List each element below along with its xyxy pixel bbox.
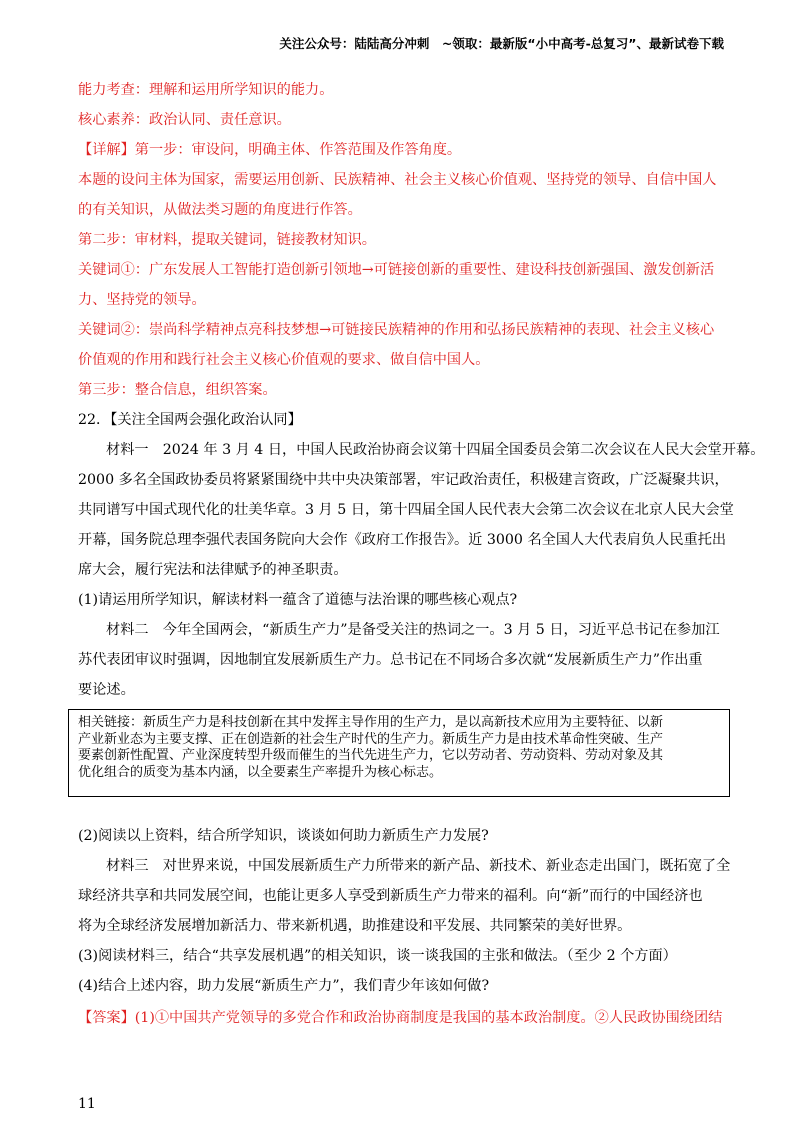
material-line: 材料三 对世界来说，中国发展新质生产力所带来的新产品、新技术、新业态走出国门，既拓宽了全 bbox=[106, 858, 731, 874]
explanation-tag: 【详解】 bbox=[78, 142, 135, 158]
text-line: 本题的设问主体为国家，需要运用创新、民族精神、社会主义核心价值观、坚持党的领导、自信中国人 bbox=[78, 172, 717, 188]
material-line: 将为全球经济发展增加新活力、带来新机遇，助推建设和平发展、共同繁荣的美好世界。 bbox=[78, 918, 632, 934]
question-title: 22．【关注全国两会强化政治认同】 bbox=[78, 412, 302, 428]
text-line: 关键词②：崇尚科学精神点亮科技梦想→可链接民族精神的作用和弘扬民族精神的表现、社会主义核心 bbox=[78, 322, 715, 338]
text-line: 的有关知识，从做法类习题的角度进行作答。 bbox=[78, 202, 362, 218]
material-line: 材料一 2024 年 3 月 4 日，中国人民政治协商会议第十四届全国委员会第二次会议在人民大会堂开幕。 bbox=[106, 442, 765, 458]
text-line: 价值观的作用和践行社会主义核心价值观的要求、做自信中国人。 bbox=[78, 352, 490, 368]
box-line: 产业新业态为主要支撑、正在创造新的社会生产时代的生产力。新质生产力是由技术革命性突破、生产 bbox=[78, 731, 664, 747]
explanation-line bbox=[78, 140, 461, 160]
page-number: 11 bbox=[78, 1096, 96, 1112]
material-line: 苏代表团审议时强调，因地制宜发展新质生产力。总书记在不同场合多次就“发展新质生产力”作出重 bbox=[78, 652, 703, 668]
explanation-text: 第一步：审设问，明确主体、作答范围及作答角度。 bbox=[134, 142, 462, 158]
question-2: (2)阅读以上资料，结合所学知识，谈谈如何助力新质生产力发展? bbox=[78, 828, 489, 844]
material-line: 席大会，履行宪法和法律赋予的神圣职责。 bbox=[78, 562, 348, 578]
literacy-line: 核心素养：政治认同、责任意识。 bbox=[78, 112, 291, 128]
question-4: (4)结合上述内容，助力发展“新质生产力”，我们青少年该如何做? bbox=[78, 978, 490, 994]
text-line: 关键词①：广东发展人工智能打造创新引领地→可链接创新的重要性、建设科技创新强国、激发创新活 bbox=[78, 262, 715, 278]
material-line: 球经济共享和共同发展空间，也能让更多人享受到新质生产力带来的福利。向“新”而行的中国经济也 bbox=[78, 888, 703, 904]
answer-text: (1)①中国共产党领导的多党合作和政治协商制度是我国的基本政治制度。②人民政协围绕团结 bbox=[134, 1010, 723, 1026]
question-1: (1)请运用所学知识，解读材料一蕴含了道德与法治课的哪些核心观点? bbox=[78, 592, 518, 608]
answer-tag: 【答案】 bbox=[78, 1010, 135, 1026]
text-line: 第三步：整合信息，组织答案。 bbox=[78, 382, 277, 398]
material-line: 要论述。 bbox=[78, 682, 135, 698]
question-3: (3)阅读材料三，结合“共享发展机遇”的相关知识，谈一谈我国的主张和做法。（至少 2 个方面） bbox=[78, 948, 677, 964]
box-line: 相关链接：新质生产力是科技创新在其中发挥主导作用的生产力，是以高新技术应用为主要特征、以新 bbox=[78, 715, 664, 730]
page-header: 关注公众号：陆陆高分冲刺 ~领取：最新版“小中高考-总复习”、最新试卷下载 bbox=[279, 36, 724, 51]
material-line: 共同谱写中国式现代化的壮美华章。3 月 5 日，第十四届全国人民代表大会第二次会议在北京人民大会堂 bbox=[78, 502, 734, 518]
related-link-box bbox=[68, 709, 730, 797]
material-line: 开幕，国务院总理李强代表国务院向大会作《政府工作报告》。近 3000 名全国人大代表肩负人民重托出 bbox=[78, 532, 727, 548]
text-line: 第二步：审材料，提取关键词，链接教材知识。 bbox=[78, 232, 376, 248]
answer-line bbox=[78, 1008, 722, 1028]
box-line: 要素创新性配置、产业深度转型升级而催生的当代先进生产力，它以劳动者、劳动资料、劳动对象及其 bbox=[78, 748, 664, 763]
text-line: 力、坚持党的领导。 bbox=[78, 292, 206, 308]
ability-line: 能力考查：理解和运用所学知识的能力。 bbox=[78, 82, 334, 98]
box-line: 优化组合的质变为基本内涵，以全要素生产率提升为核心标志。 bbox=[78, 764, 443, 780]
material-line: 2000 多名全国政协委员将紧紧围绕中共中央决策部署，牢记政治责任，积极建言资政，广泛凝聚共识， bbox=[78, 472, 729, 488]
material-line: 材料二 今年全国两会，“新质生产力”是备受关注的热词之一。3 月 5 日，习近平总书记在参加江 bbox=[106, 622, 720, 638]
